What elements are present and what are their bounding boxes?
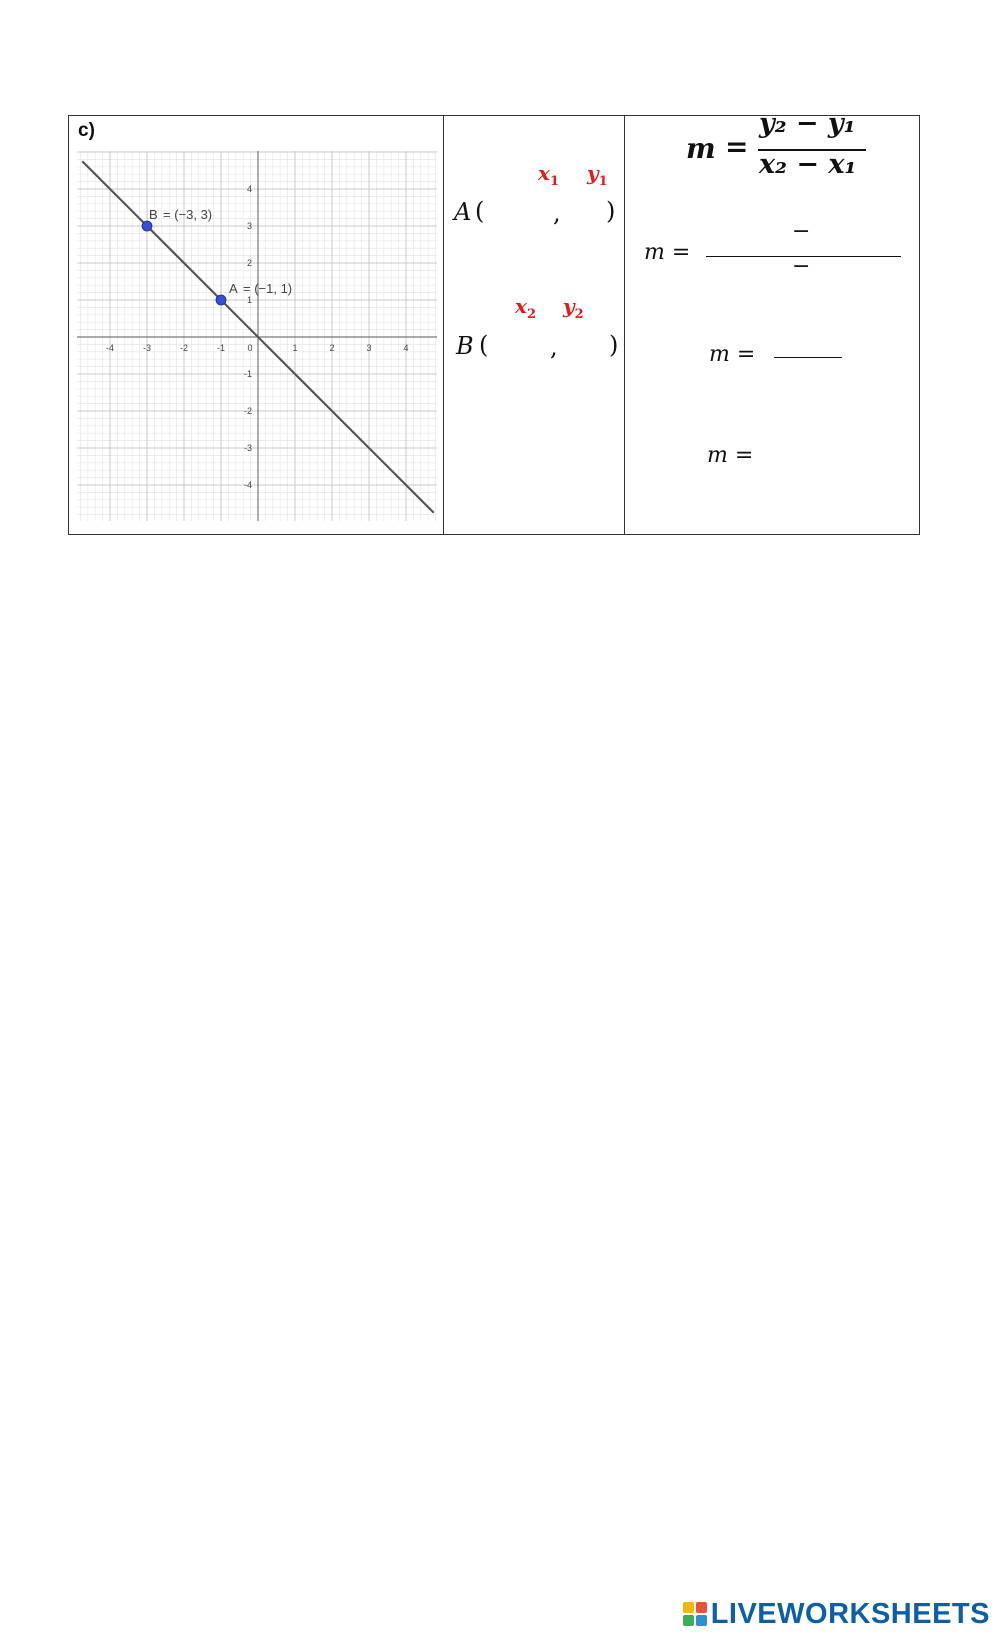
m-equals-3: m =	[707, 443, 754, 468]
formula-denominator: x₂ − x₁	[759, 149, 857, 180]
m-equals-1: m =	[644, 240, 691, 265]
point-b-open-paren: (	[479, 331, 489, 359]
point-b-close-paren: )	[609, 331, 619, 359]
point-b-letter: B	[456, 332, 474, 360]
formula-equals: =	[725, 130, 749, 163]
worksheet-table	[68, 108, 920, 535]
point-a-open-paren: (	[475, 197, 485, 225]
x-tick-label: -4	[105, 343, 115, 353]
point-a-close-paren: )	[606, 197, 616, 225]
column-divider-2	[624, 116, 625, 534]
y-tick-label: -1	[243, 369, 252, 379]
y-tick-label: 2	[246, 258, 252, 268]
y-tick-label: -4	[243, 480, 252, 490]
logo-tile	[683, 1615, 694, 1626]
point-a-marker	[216, 295, 226, 305]
point-b-coords: = (−3, 3)	[163, 207, 213, 222]
x2-label: $x_2$	[515, 294, 536, 322]
x-tick-label: -2	[179, 343, 189, 353]
logo-mark-icon	[683, 1602, 707, 1626]
formula-numerator: y₂ − y₁	[759, 108, 856, 139]
x-tick-label: -1	[216, 343, 226, 353]
logo-text: LIVEWORKSHEETS	[710, 1597, 990, 1630]
x1-label: $x_1$	[538, 161, 559, 189]
x-tick-label: 1	[292, 343, 298, 353]
y-tick-label: 1	[246, 295, 252, 305]
y-tick-label: -2	[243, 406, 252, 416]
y1-label: $y_1$	[587, 161, 608, 189]
part-label: c)	[78, 120, 95, 141]
numerator-minus: −	[792, 219, 811, 244]
coordinate-graph	[77, 151, 437, 521]
point-a-name: A	[229, 281, 238, 296]
point-b-name: B	[149, 207, 158, 222]
point-a-coords: = (−1, 1)	[243, 281, 293, 296]
formula-m: m	[686, 132, 716, 165]
x-tick-label: 0	[247, 343, 253, 353]
denominator-minus: −	[792, 254, 811, 279]
m-equals-2: m =	[709, 342, 756, 367]
y2-label: $y_2$	[563, 294, 584, 322]
x-tick-label: 3	[366, 343, 372, 353]
y-tick-label: 4	[246, 184, 252, 194]
work-fraction-bar-2	[774, 357, 842, 358]
logo-tile	[696, 1615, 707, 1626]
point-a-comma: ,	[553, 199, 561, 227]
point-b-comma: ,	[550, 333, 558, 361]
logo-tile	[683, 1602, 694, 1613]
x-tick-label: -3	[142, 343, 152, 353]
x-tick-label: 2	[329, 343, 335, 353]
point-b-marker	[142, 221, 152, 231]
x-tick-label: 4	[403, 343, 409, 353]
point-a-letter: A	[454, 198, 472, 226]
logo-tile	[696, 1602, 707, 1613]
liveworksheets-logo	[683, 1596, 990, 1632]
y-tick-label: -3	[243, 443, 252, 453]
column-divider-1	[443, 116, 444, 534]
y-tick-label: 3	[246, 221, 252, 231]
